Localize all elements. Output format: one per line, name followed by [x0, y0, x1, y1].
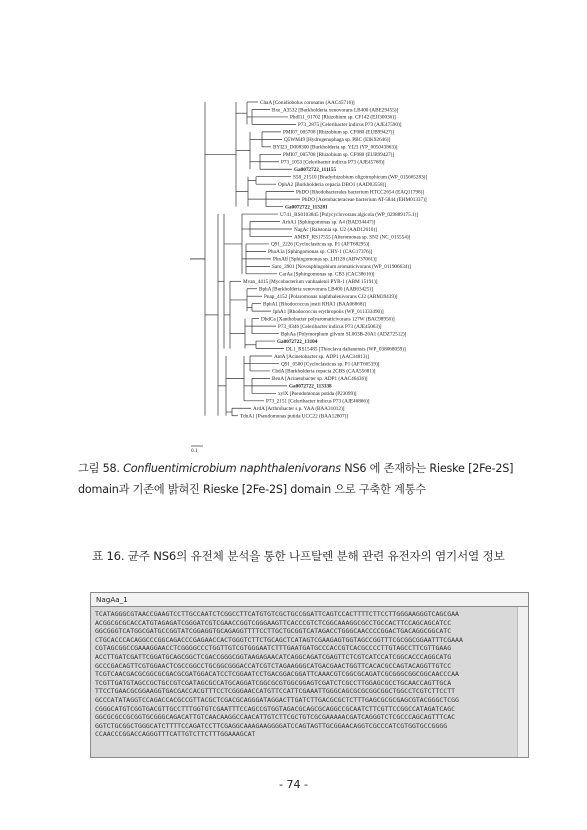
tree-leaf-label: P73_1053 [Celeribacter indicus P73 (AJE45768)]: [281, 159, 385, 166]
sequence-line: GGTCTGCGGCTGGGCATCTTTTCCAGATCCTTCGAGGCAAAGAAGGGGATCCAGTAGTTGCGGAACAGGTCGCCCATCGTGGTGCCGGGG: [95, 721, 448, 730]
tree-leaf-label: PhnA1a [Sphingomonas sp. CHY-1 (CAG17376)]: [268, 249, 373, 256]
sequence-line: TCGTCAACGACGCGGCGCGACGCGATGGACATCCTCGGAATCCTGACGGACGGATTCAAACGTCGGCGCAGATCGCGGGCGGCGGCAACCCAA: [95, 670, 459, 679]
tree-leaf-label: BYI23_D008300 [Burkholderia sp. YI23 (YP_005043863)]: [273, 144, 398, 151]
sequence-box: [90, 592, 529, 758]
sequence-line: ACGGCGCGCACCATGTAGAGATCGGGATCGTCGAACCGGTCGGGAAGTTCACCCGTCTCGGCAAAGGCGCCTGCCACTTCCAGCAGCATCC: [95, 618, 452, 627]
tree-leaf-label: BphAa [Polymorphum gilvum SL003B-26A1 (ADZ72512)]: [281, 331, 407, 338]
tree-leaf-label: Q91_2226 [Cycloclasticus sp. P1 (AFT68295)]: [271, 241, 370, 248]
sequence-line: GCCCATATAGGTCCAGACCACGCCGTTACGCTCGACGCAGGGATAGGACTTGATCTTGACGCGCTCTTTGAGCGCGCGAGCGTACGGGCTCGG: [95, 695, 459, 704]
tree-leaf-label: CarAa [Sphingomonas sp. CB3 (CAC38616)]: [279, 271, 375, 278]
tree-leaf-label: AntA [Acinetobacter sp. ADP1 (AAC34813)]: [274, 353, 369, 360]
tree-leaf-label: P73_2875 [Celeribacter indicus P73 (AJE47590)]: [298, 122, 402, 129]
tree-leaf-label: xylX [Pseudomonas putida (P23099)]: [278, 391, 357, 398]
figure-caption-rest: NS6 에 존재하는 Rieske [2Fe-2S] domain과 기존에 밝혀진 Rieske [2Fe-2S] domain 으로 구축한 계통수: [78, 462, 514, 496]
tree-leaf-label: ArdA [Arthrobacter s p. YAA (BAA31012)]: [253, 406, 345, 413]
sequence-line: CGGGCATGTCGGTGACGTTGCCTTTGGTGTCGAATTTCCAGCCGTGGTAGACGCAGCGCAGGCCGCAATCTTCGTTCCGGCCATAGATCAGC: [95, 704, 456, 713]
tree-leaf-label: PMI07_005708 [Rhizobium sp. CF080 (EUB99427)]: [283, 129, 395, 136]
tree-leaf-label: Ga0072722_13104: [277, 338, 318, 345]
sequence-line: CTGCACCCACAGGCCCGGCAGACCCGAGAACCACTGGGTCTTCTGCAGCTCATAGTCGAAGAGTGGTAGCCGGTTTCGCGGCGGAATTTCGAAA: [95, 635, 463, 644]
page-number: - 74 -: [279, 778, 308, 791]
sequence-line: GGCGGGTCATGGCGATGCCGGTATCGGAGGTGCAGAGGTTTTCCTTGCTGCGGTCATAGACCTGGGCAACCCCGGACTGACAGGCGGCATC: [95, 627, 452, 636]
tree-leaf-label: P73_0346 [Celeribacter indicus P73 (AJE45063)]: [278, 323, 382, 330]
tree-leaf-label: ChaA [Conidiobolus coronatus (AAC45716)]: [260, 99, 355, 106]
sequence-line: TTCCTGAACGCGGAAGGTGACGACCACGTTTCCTCGGGAACCATGTTCCATTCGAAATTGGGCAGCGCGCGGCGGCTGGCCTCGTCTTCCTT: [95, 687, 456, 696]
tree-leaf-label: Mvan_4415 [Mycobacterium vanbaalenii PYR-1 (ABM 15191)]: [243, 279, 378, 286]
tree-leaf-label: Ga0072722_113281: [285, 204, 328, 211]
tree-leaf-label: Bxe_A3532 [Burkholderia xenovorans LB400 (ABE29455)]: [272, 107, 399, 114]
figure-caption: [78, 458, 528, 500]
tree-leaf-label: PhDO [Acetobacteraceae bacterium AT-5844 (EHM01337)]: [302, 196, 427, 203]
sequence-line: CCAACCCGGACCAGGGTTTCATTGTCTTCTTTGGAAAGCAT: [95, 730, 256, 739]
tree-leaf-label: Saro_3901 [Novosphingobium aromaticivorans (WP_011906634)]: [272, 264, 411, 271]
tree-leaf-label: Q5WM49 [Hydrogenophaga sp. PBC (EIK92646)]: [284, 137, 391, 144]
sequence-line: CGTAGCGGCCGAAAGGAACCTCGGGGCCCTGGTTGTCGTGGGAATCTTTGAATGATGCCCACCGTCACGCCCCTTGTAGCCTTCGTTGAAG: [95, 644, 452, 653]
tree-leaf-label: PhDO [Rhodobacterales bacterium HTCC2654 (EAQ11798)]: [296, 189, 425, 196]
tree-leaf-label: U741_RS0103845 [Polycyclovorans algicola (WP_029889175.1)]: [280, 211, 419, 218]
sequence-header: NagAa_1: [91, 593, 528, 607]
tree-leaf-label: Ga0072722_113338: [289, 383, 332, 390]
tree-leaf-label: OphA2 [Burkholderia cepacia DBO1 (AAD03558)]: [278, 181, 387, 188]
tree-leaf-label: NagAc [Ralstonia sp. U2 (AAD12610)]: [294, 226, 377, 233]
sequence-text-area[interactable]: [91, 607, 517, 757]
tree-leaf-label: PhdI11_01702 [Rhizobium sp. CF142 (EJJ30036)]: [290, 114, 396, 121]
tree-leaf-label: BphA [Burkholderia xenovorans LB400 (AAB63425)]: [259, 286, 373, 293]
tree-leaf-label: Pnap_4152 [Polaromonas naphthalenivorans CJ2 (ABM39439)]: [264, 294, 398, 301]
scale-bar-label: 0.1: [191, 448, 198, 454]
tree-leaf-label: PhnAlf [Sphingomonas sp. LH128 (ABW37061)]: [273, 256, 377, 263]
tree-leaf-label: DL1_RS15485 [Thioclava dalianensis (WP_038068059)]: [286, 346, 406, 353]
tree-leaf-label: BphA1 [Rhodococcus jostii RHA1 (BAA06868)]: [263, 301, 366, 308]
tree-leaf-label: Ga0072722_111155: [294, 167, 337, 174]
tree-leaf-label: Q91_0500 [Cycloclasticus sp. P1 (AFT66539)]: [281, 361, 380, 368]
sequence-line: TCATAGGGCGTAACCGAAGTCCTTGCCAATCTCGGCCTTCATGTGTCGCTGCCGGATTCAGTCCACTTTTCTTCCTTGGGAAGGGTCAGCGAA: [95, 610, 459, 618]
table-title: 표 16. 균주 NS6의 유전체 분석을 통한 나프탈렌 분해 관련 유전자의 염기서열 정보: [92, 549, 505, 563]
tree-leaf-label: PMI07_005708 [Rhizobium sp. CF080 (EUB99427)]: [283, 152, 395, 159]
tree-leaf-label: S58_21510 [Bradyrhizobium oligotrophicum (WP_015665283)]: [293, 174, 428, 181]
figure-caption-species: Confluentimicrobium naphthalenivorans: [123, 462, 341, 475]
sequence-line: GGCGCGCCGCGGTGCGGGCAGACATTGTCAACAAGGCCAACATTGTCTTCGCTGTCGCGAAAAACGATCAGGGTCTCGCCCAGCAGTTTCAC: [95, 713, 456, 722]
sequence-scrollbar[interactable]: [517, 607, 528, 757]
sequence-line: ACCTTGATCGATTCGGATGCAGCGGCTCGACCGGGCGGTAAGAGAACATCAGGCAGATCGAGTTCTCGTCATCCATCGGCACCCAGGCATG: [95, 652, 452, 661]
tree-leaf-label: BenA [Acinetobacter sp. ADP1 (AAC46436)]: [272, 376, 368, 383]
sequence-line: GCCCGACAGTTCGTGGAACTCGCCGGCCTGCGGCGGGACCATCGTCTAGAAGGGCATGACGAACTGGTTCACACGCCAGTACAGGTTGTCC: [95, 661, 452, 670]
tree-leaf-label: IphA1 [Rhodococcus erythropolis (WP_011333490)]: [273, 308, 384, 315]
tree-leaf-label: CbdA [Burkholderia cepacia 2CBS (CAA55681)]: [272, 368, 376, 375]
tree-leaf-label: P73_2151 [Celeribacter indicus P73 (AJE46866)]: [266, 398, 370, 405]
sequence-line: TCGTTGATGTAGCCGCTGCCGTCGATAGCGCCATGCAGGATCGGCGCGTGGCGGAGTCGATCTCGCCTTGGAGCGCCTGCAACCAGTTGCA: [95, 678, 452, 687]
tree-leaf-label: ArhA1 [Sphingomonas sp. A4 (BAD34447)]: [282, 219, 376, 226]
tree-leaf-label: DbdCa [Xanthobacter polyaromaticivorans 127W (BAC98956)]: [261, 316, 395, 323]
figure-caption-prefix: 그림 58.: [78, 462, 124, 475]
tree-leaf-label: AMBT_RS17555 [Alteromonas sp. SN2 (NC_015554)]: [294, 234, 411, 241]
tree-leaf-label: TdnA1 [Pseudomonas putida UCC22 (BAA12807)]: [240, 413, 349, 420]
